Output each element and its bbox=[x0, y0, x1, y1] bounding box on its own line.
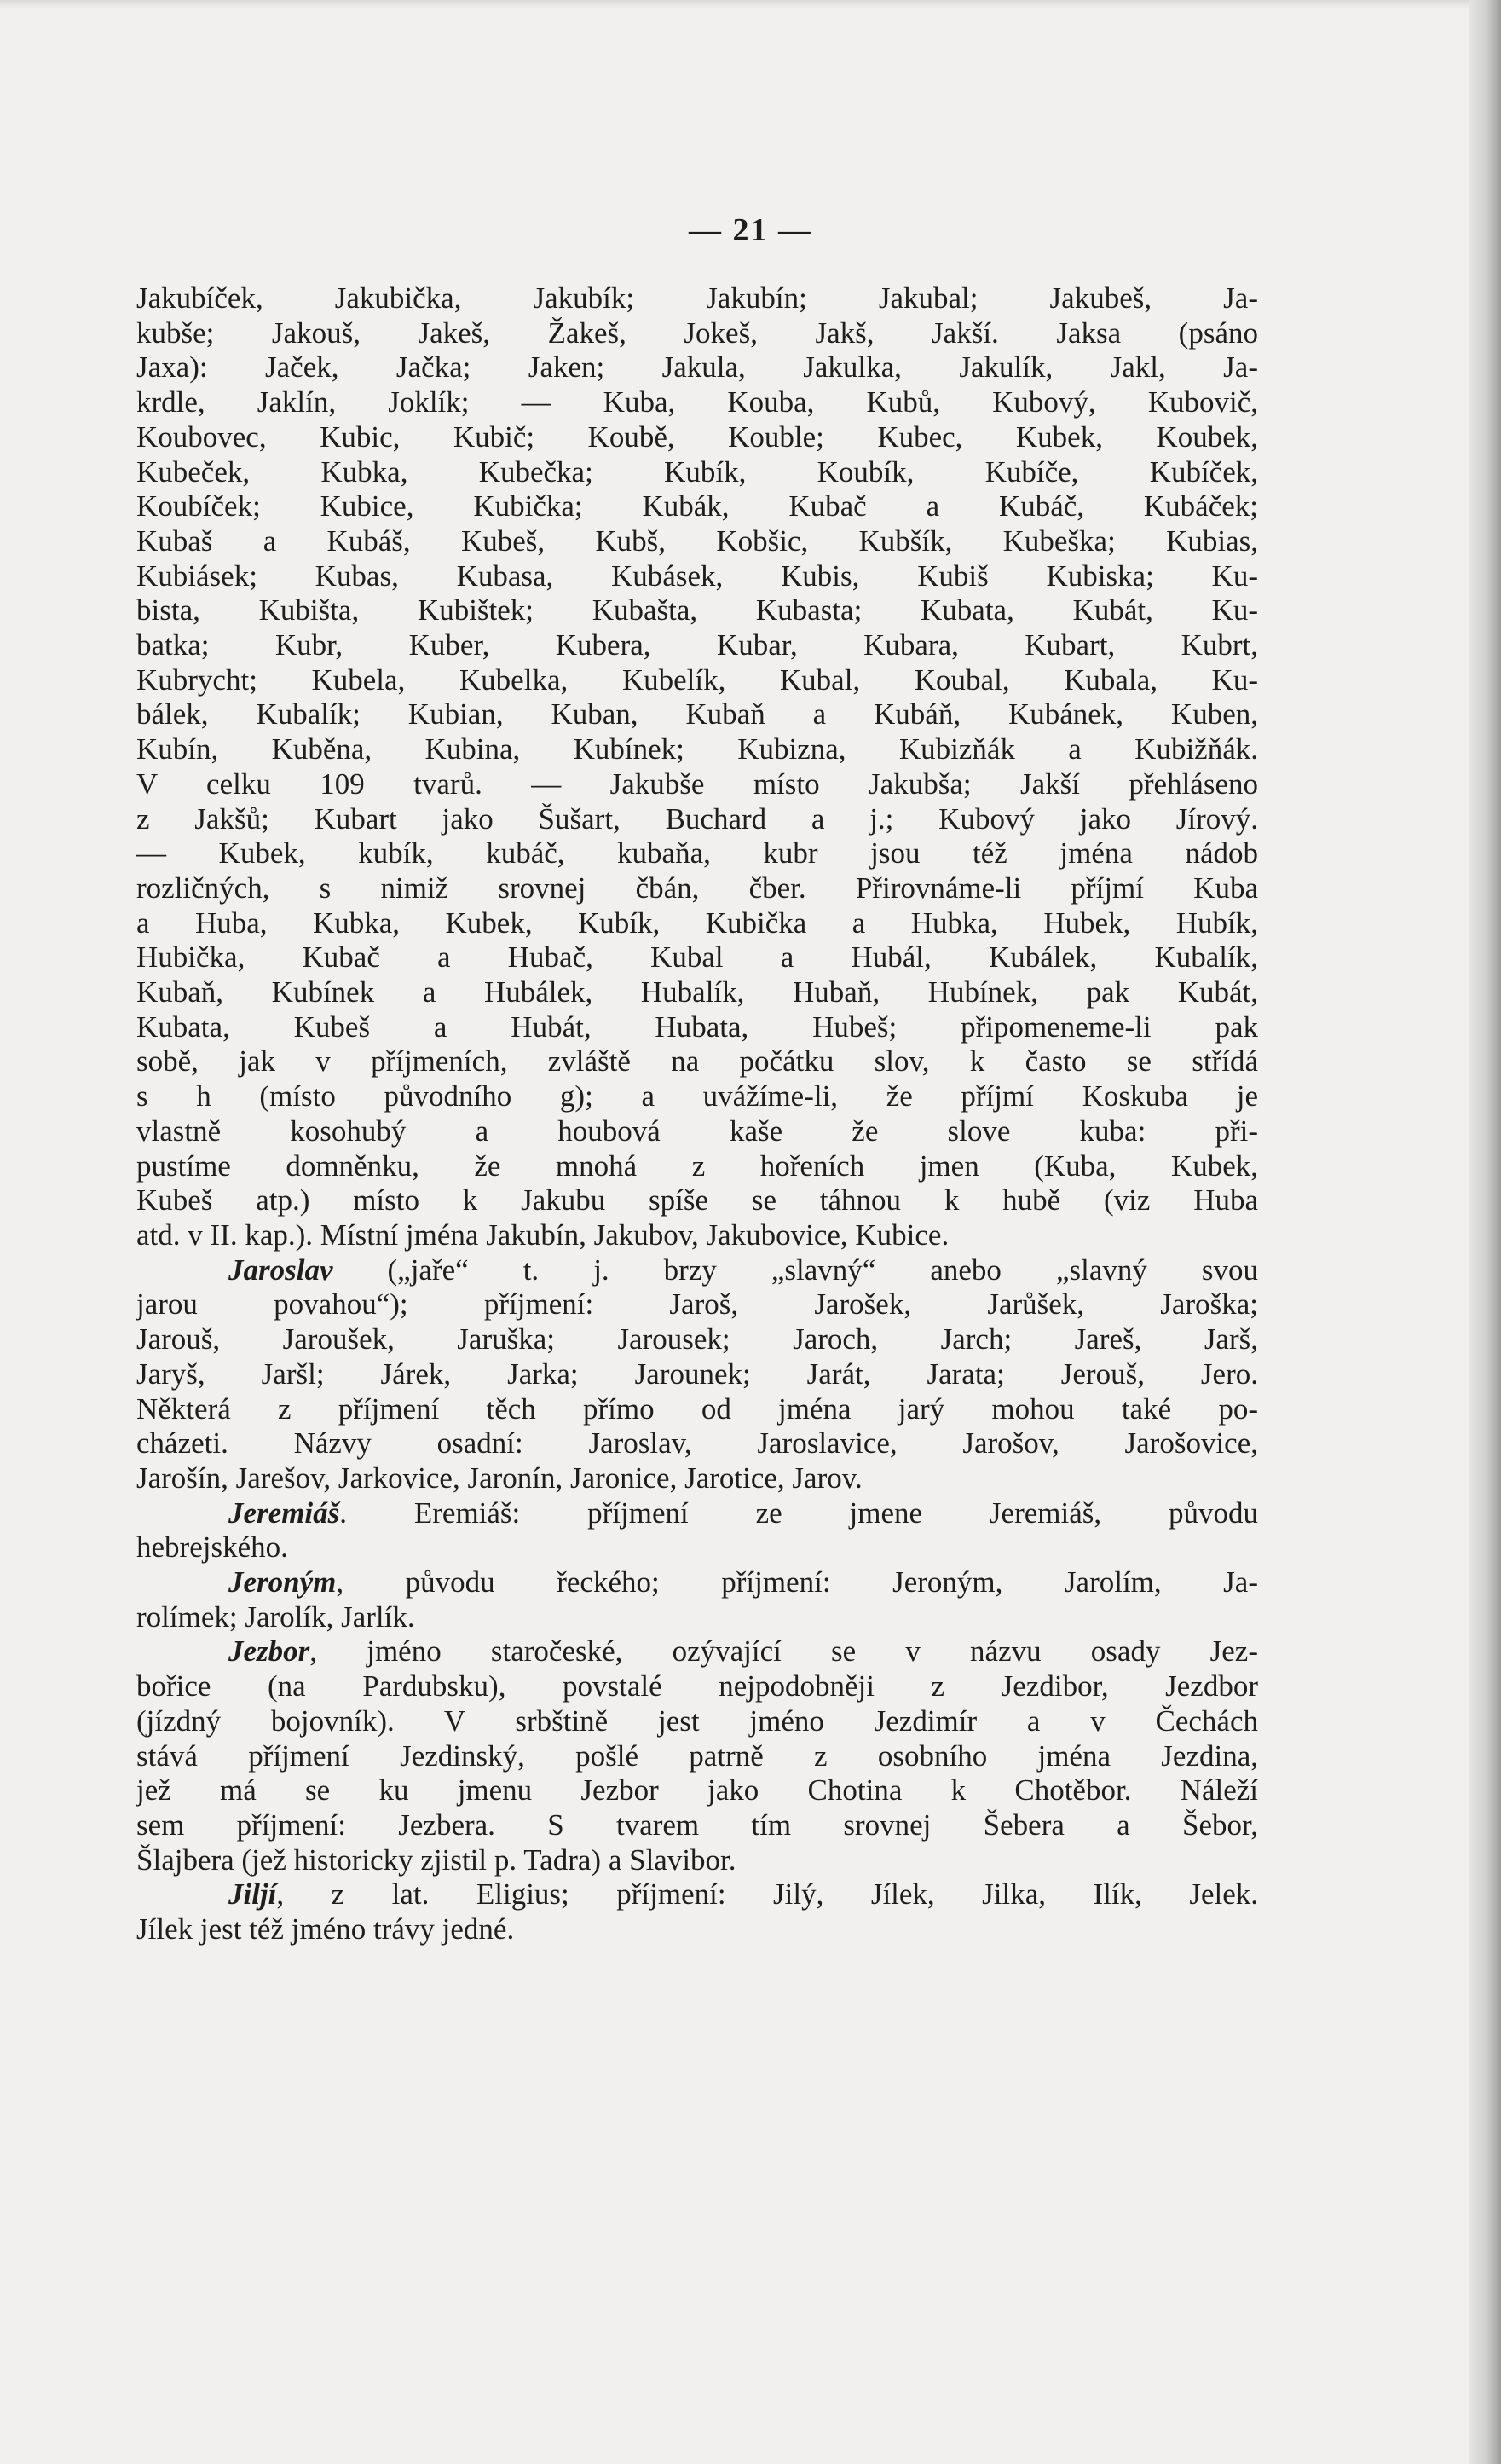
text-line: atd. v II. kap.). Místní jména Jakubín, Jakubov, Jakubovice, Kubice. bbox=[136, 1218, 950, 1252]
entry-term: Jaroslav bbox=[228, 1252, 333, 1287]
text-line: Kubaň, Kubínek a Hubálek, Hubalík, Hubaň, Hubínek, pak Kubát, bbox=[136, 975, 1258, 1009]
text-line: (jízdný bojovník). V srbštině jest jméno Jezdimír a v Čechách bbox=[136, 1703, 1258, 1738]
text-line: — Kubek, kubík, kubáč, kubaňa, kubr jsou též jména nádob bbox=[136, 836, 1258, 870]
text-line: a Huba, Kubka, Kubek, Kubík, Kubička a Hubka, Hubek, Hubík, bbox=[136, 905, 1258, 940]
text-line: sobě, jak v příjmeních, zvláště na počátku slov, k často se střídá bbox=[136, 1044, 1258, 1079]
text-line: Kubín, Kuběna, Kubina, Kubínek; Kubizna, Kubizňák a Kubižňák. bbox=[136, 732, 1258, 766]
text-line bbox=[136, 1565, 1258, 1600]
text-line: rozličných, s nimiž srovnej čbán, čber. Přirovnáme-li příjmí Kuba bbox=[136, 870, 1258, 905]
page-top-shadow bbox=[0, 0, 1501, 9]
text-line: Kubrycht; Kubela, Kubelka, Kubelík, Kubal, Koubal, Kubala, Ku- bbox=[136, 662, 1258, 697]
text-line: stává příjmení Jezdinský, pošlé patrně z osobního jména Jezdina, bbox=[136, 1738, 1258, 1773]
entry-text: , z lat. Eligius; příjmení: Jilý, Jílek, Jilka, Ilík, Jelek. bbox=[276, 1877, 1258, 1912]
text-line: bálek, Kubalík; Kubian, Kuban, Kubaň a Kubáň, Kubánek, Kuben, bbox=[136, 697, 1258, 732]
paragraph-jeronym bbox=[136, 1565, 1258, 1634]
text-line: Kubeš atp.) místo k Jakubu spíše se táhnou k hubě (viz Huba bbox=[136, 1183, 1258, 1218]
text-line: Kubeček, Kubka, Kubečka; Kubík, Koubík, Kubíče, Kubíček, bbox=[136, 454, 1258, 489]
body-text bbox=[136, 281, 1258, 1947]
text-line: V celku 109 tvarů. — Jakubše místo Jakubša; Jakší přehláseno bbox=[136, 766, 1258, 801]
text-line: Jílek jest též jméno trávy jedné. bbox=[136, 1912, 515, 1946]
text-line: bista, Kubišta, Kubištek; Kubašta, Kubasta; Kubata, Kubát, Ku- bbox=[136, 593, 1258, 628]
page-number: — 21 — bbox=[689, 212, 812, 248]
entry-text: . Eremiáš: příjmení ze jmene Jeremiáš, původu bbox=[339, 1495, 1258, 1530]
entry-text: („jaře“ t. j. brzy „slavný“ anebo „slavný svou bbox=[332, 1252, 1258, 1287]
text-line bbox=[136, 1496, 1258, 1531]
paragraph-jaroslav bbox=[136, 1253, 1258, 1496]
text-line: pustíme domněnku, že mnohá z hořeních jmen (Kuba, Kubek, bbox=[136, 1148, 1258, 1183]
text-line: Jaxa): Jaček, Jačka; Jaken; Jakula, Jakulka, Jakulík, Jakl, Ja- bbox=[136, 350, 1258, 385]
entry-term: Jiljí bbox=[228, 1877, 277, 1912]
text-line: Koubíček; Kubice, Kubička; Kubák, Kubač a Kubáč, Kubáček; bbox=[136, 489, 1258, 523]
text-line: Kubata, Kubeš a Hubát, Hubata, Hubeš; připomeneme-li pak bbox=[136, 1009, 1258, 1044]
text-line: Kubaš a Kubáš, Kubeš, Kubš, Kobšic, Kubšík, Kubeška; Kubias, bbox=[136, 523, 1258, 558]
text-line: Šlajbera (jež historicky zjistil p. Tadra) a Slavibor. bbox=[136, 1842, 736, 1877]
text-line: z Jakšů; Kubart jako Šušart, Buchard a j.; Kubový jako Jírový. bbox=[136, 801, 1258, 836]
text-line: cházeti. Názvy osadní: Jaroslav, Jaroslavice, Jarošov, Jarošovice, bbox=[136, 1426, 1258, 1460]
text-line: batka; Kubr, Kuber, Kubera, Kubar, Kubara, Kubart, Kubrt, bbox=[136, 628, 1258, 662]
text-line: Jarouš, Jaroušek, Jaruška; Jarousek; Jaroch, Jarch; Jareš, Jarš, bbox=[136, 1322, 1258, 1356]
text-line: sem příjmení: Jezbera. S tvarem tím srovnej Šebera a Šebor, bbox=[136, 1808, 1258, 1842]
entry-term: Jeroným bbox=[228, 1565, 337, 1599]
text-line: Jarošín, Jarešov, Jarkovice, Jaronín, Jaronice, Jarotice, Jarov. bbox=[136, 1460, 863, 1495]
text-line: Některá z příjmení těch přímo od jména jarý mohou také po- bbox=[136, 1391, 1258, 1426]
text-line: Koubovec, Kubic, Kubič; Koubě, Kouble; Kubec, Kubek, Koubek, bbox=[136, 419, 1258, 454]
text-line: krdle, Jaklín, Joklík; — Kuba, Kouba, Kubů, Kubový, Kubovič, bbox=[136, 385, 1258, 419]
text-line: Kubiásek; Kubas, Kubasa, Kubásek, Kubis, Kubiš Kubiska; Ku- bbox=[136, 558, 1258, 593]
entry-term: Jezbor bbox=[228, 1634, 310, 1669]
text-line: Jaryš, Jaršl; Járek, Jarka; Jarounek; Jarát, Jarata; Jerouš, Jero. bbox=[136, 1356, 1258, 1391]
text-line bbox=[136, 1634, 1258, 1669]
text-line: kubše; Jakouš, Jakeš, Žakeš, Jokeš, Jakš, Jakší. Jaksa (psáno bbox=[136, 315, 1258, 350]
page-edge-shadow bbox=[1469, 0, 1501, 2464]
text-line: vlastně kosohubý a houbová kaše že slove kuba: při- bbox=[136, 1113, 1258, 1148]
text-line: bořice (na Pardubsku), povstalé nejpodobněji z Jezdibor, Jezdbor bbox=[136, 1669, 1258, 1703]
text-line: Jakubíček, Jakubička, Jakubík; Jakubín; Jakubal; Jakubeš, Ja- bbox=[136, 281, 1258, 315]
text-line: Hubička, Kubač a Hubač, Kubal a Hubál, Kubálek, Kubalík, bbox=[136, 940, 1258, 975]
paragraph-jeremias bbox=[136, 1496, 1258, 1565]
text-line bbox=[136, 1877, 1258, 1912]
text-line: jež má se ku jmenu Jezbor jako Chotina k Chotěbor. Náleží bbox=[136, 1773, 1258, 1808]
text-line: rolímek; Jarolík, Jarlík. bbox=[136, 1599, 415, 1634]
entry-term: Jeremiáš bbox=[228, 1495, 340, 1530]
text-line bbox=[136, 1253, 1258, 1288]
paragraph-jilji bbox=[136, 1877, 1258, 1946]
text-line: s h (místo původního g); a uvážíme-li, že příjmí Koskuba je bbox=[136, 1079, 1258, 1113]
text-line: jarou povahou“); příjmení: Jaroš, Jarošek, Jarůšek, Jaroška; bbox=[136, 1287, 1258, 1322]
entry-text: , jméno staročeské, ozývající se v názvu osady Jez- bbox=[309, 1634, 1258, 1669]
paragraph-jezbor bbox=[136, 1634, 1258, 1877]
entry-text: , původu řeckého; příjmení: Jeroným, Jarolím, Ja- bbox=[336, 1565, 1258, 1599]
text-line: hebrejského. bbox=[136, 1530, 288, 1565]
paragraph-jakub-continuation bbox=[136, 281, 1258, 1253]
